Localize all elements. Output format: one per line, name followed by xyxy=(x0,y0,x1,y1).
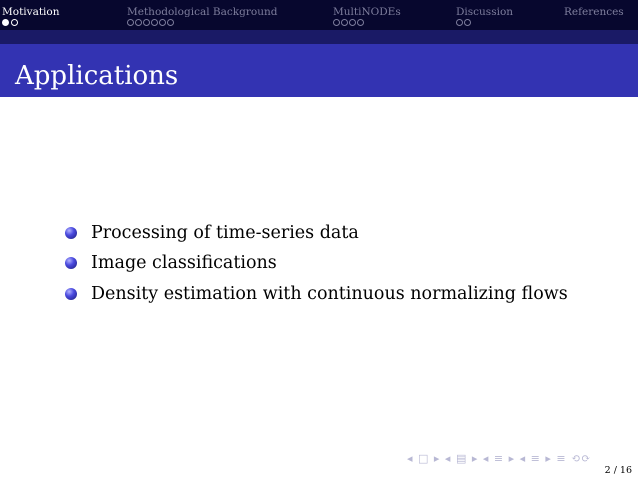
header-spacer xyxy=(0,30,638,44)
frame-dot[interactable] xyxy=(456,19,463,26)
section-navigation-bar xyxy=(0,0,638,30)
nav-section-multinodes[interactable]: MultiNODEs xyxy=(333,6,401,18)
nav-section-references[interactable]: References xyxy=(564,6,624,18)
frame-dot[interactable] xyxy=(167,19,174,26)
bullet-text: Image classifications xyxy=(91,253,277,273)
bullet-text: Processing of time-series data xyxy=(91,223,359,243)
beamer-navigation-symbols-icon[interactable]: ◂ □ ▸ ◂ ▤ ▸ ◂ ≡ ▸ ◂ ≡ ▸ ≡ ⟲⟳ xyxy=(407,452,592,465)
bullet-ball-icon xyxy=(65,257,77,269)
bullet-text: Density estimation with continuous normalizing flows xyxy=(91,284,568,304)
frame-dot[interactable] xyxy=(151,19,158,26)
bullet-ball-icon xyxy=(65,288,77,300)
frame-dot[interactable] xyxy=(357,19,364,26)
frame-dot[interactable] xyxy=(135,19,142,26)
frame-dot[interactable] xyxy=(349,19,356,26)
frame-dot[interactable] xyxy=(464,19,471,26)
bullet-ball-icon xyxy=(65,227,77,239)
frame-dot[interactable] xyxy=(341,19,348,26)
nav-section-discussion[interactable]: Discussion xyxy=(456,6,514,18)
slide-title: Applications xyxy=(15,61,179,91)
frame-dot[interactable] xyxy=(159,19,166,26)
frame-dot[interactable] xyxy=(143,19,150,26)
frame-dot-filled[interactable] xyxy=(2,19,9,26)
nav-section-motivation[interactable]: Motivation xyxy=(2,6,60,18)
nav-section-methodological-background[interactable]: Methodological Background xyxy=(127,6,278,18)
frame-dot[interactable] xyxy=(11,19,18,26)
frame-dot[interactable] xyxy=(127,19,134,26)
page-number: 2 / 16 xyxy=(604,465,632,476)
frame-dot[interactable] xyxy=(333,19,340,26)
